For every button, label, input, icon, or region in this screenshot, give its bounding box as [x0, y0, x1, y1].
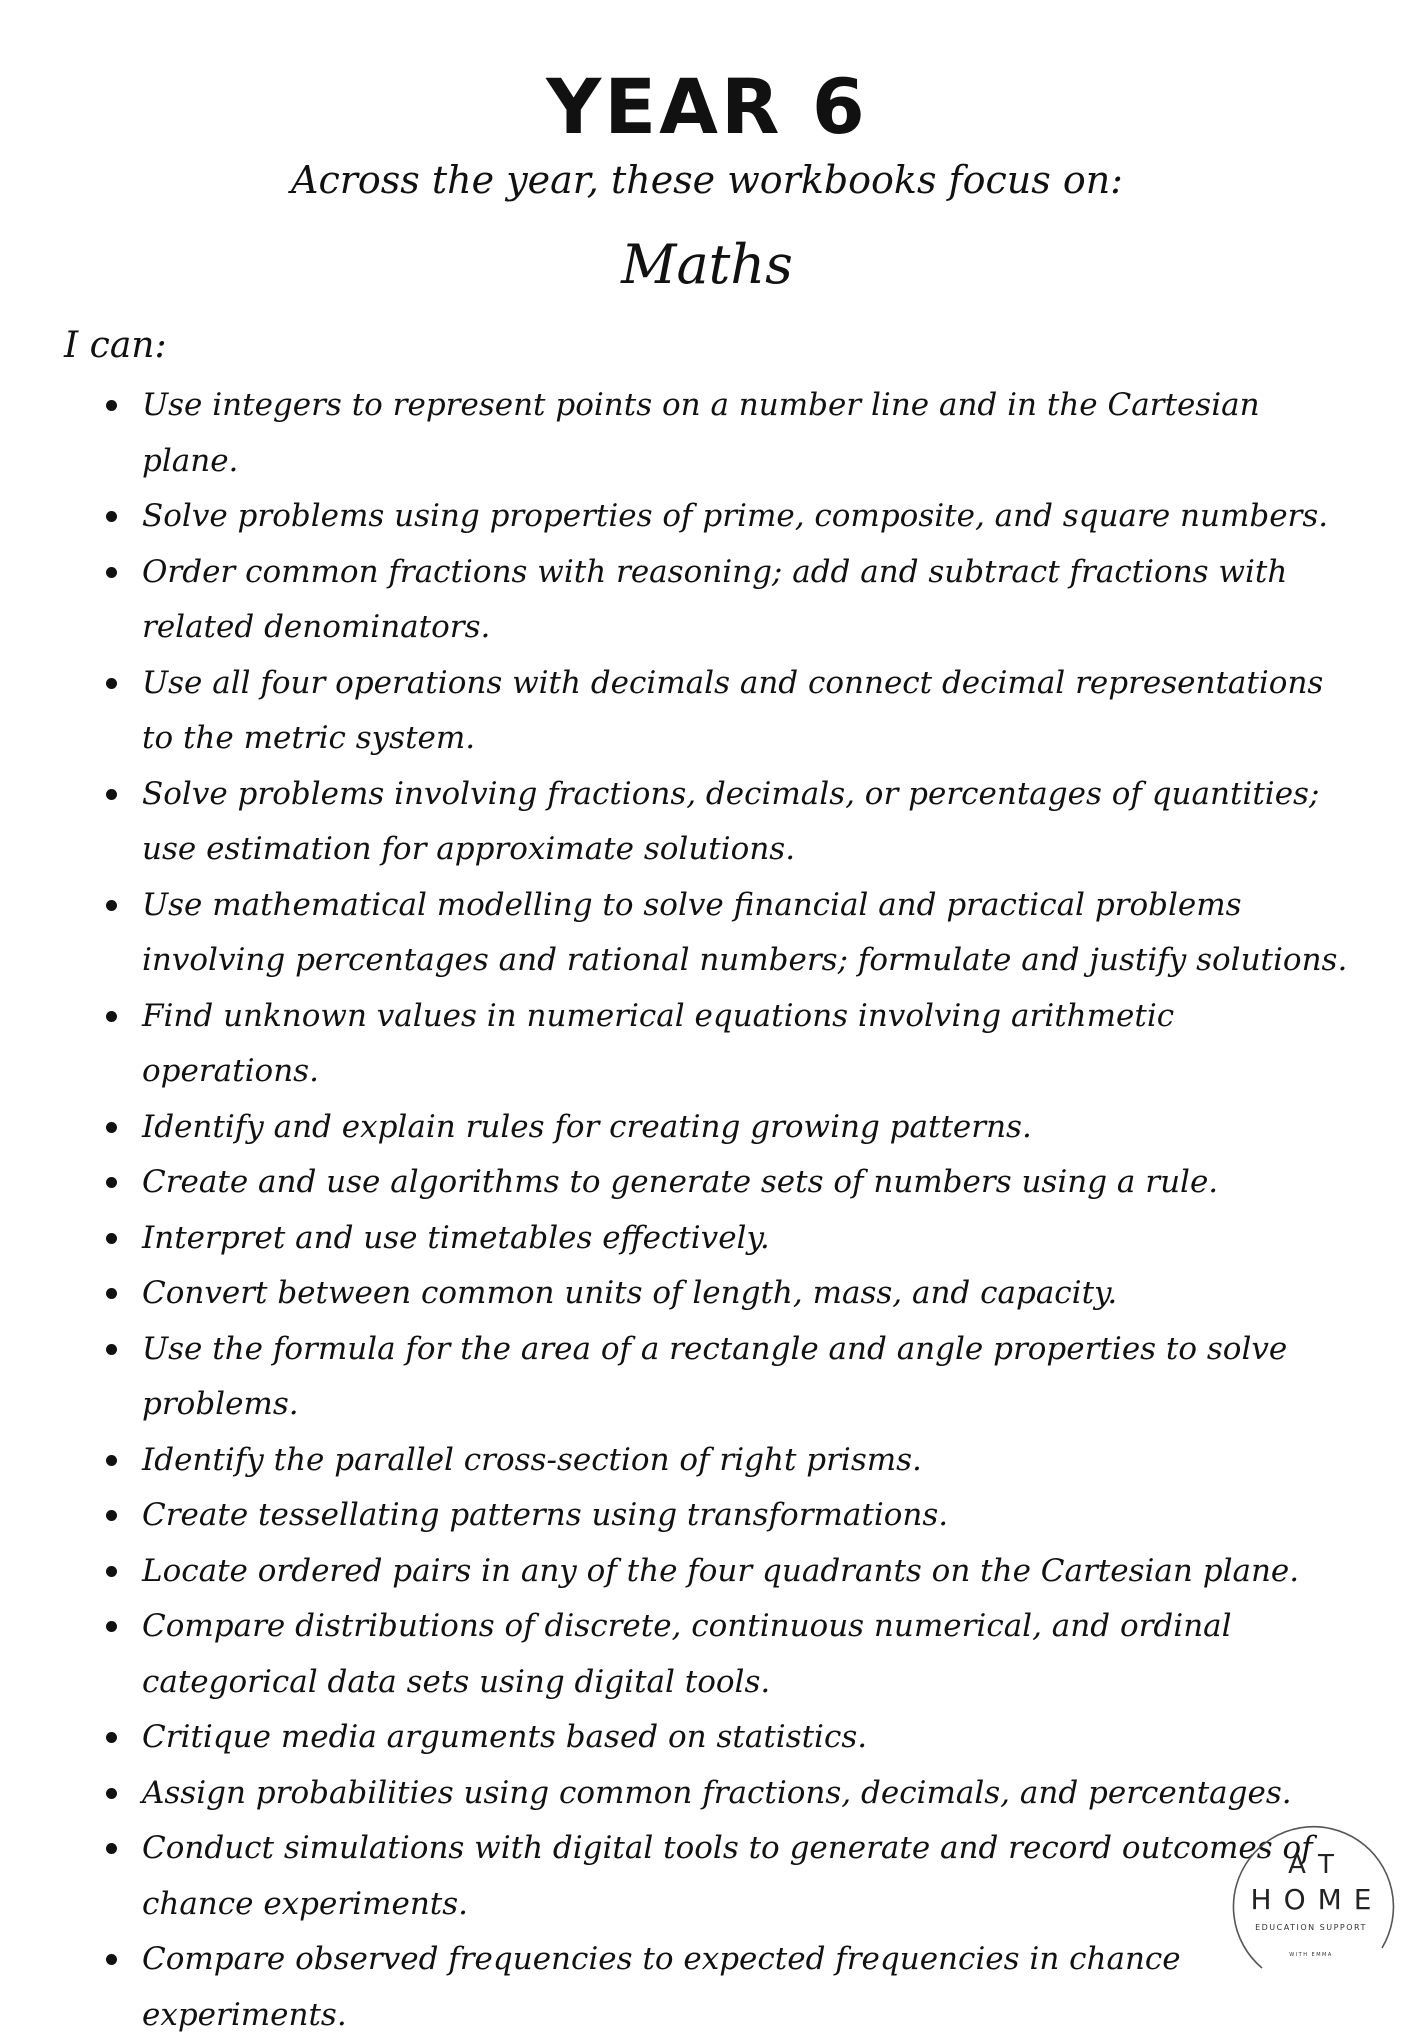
list-item: [104, 1433, 1354, 1489]
bullet-icon: [106, 1566, 117, 1577]
outcome-text: Create and use algorithms to generate sets of numbers using a rule.: [142, 1164, 1219, 1200]
logo-line-at: AT: [1288, 1850, 1348, 1880]
outcome-text: Conduct simulations with digital tools to generate and record outcomes of chance experiments.: [142, 1830, 1313, 1922]
logo-line-home: HOME: [1250, 1883, 1384, 1916]
bullet-icon: [106, 1233, 117, 1244]
outcome-text: Order common fractions with reasoning; add and subtract fractions with related denominators.: [142, 553, 1288, 645]
list-item: [104, 1710, 1354, 1766]
list-item: [104, 1155, 1354, 1211]
bullet-icon: [106, 789, 117, 800]
list-item: [104, 1488, 1354, 1544]
list-item: [104, 1544, 1354, 1600]
bullet-icon: [106, 400, 117, 411]
bullet-icon: [106, 1621, 117, 1632]
list-item: [104, 878, 1354, 989]
i-can-label: I can:: [64, 325, 167, 366]
outcome-text: Find unknown values in numerical equations involving arithmetic operations.: [142, 997, 1175, 1089]
bullet-icon: [106, 1788, 117, 1799]
list-item: [104, 1100, 1354, 1156]
learning-outcomes-list: [104, 378, 1354, 2043]
list-item: [104, 1266, 1354, 1322]
bullet-icon: [106, 1510, 117, 1521]
outcome-text: Compare observed frequencies to expected frequencies in chance experiments.: [142, 1941, 1181, 2033]
outcome-text: Solve problems using properties of prime, composite, and square numbers.: [142, 498, 1329, 534]
list-item: [104, 378, 1354, 489]
outcome-text: Use all four operations with decimals and connect decimal representations to the metric system.: [142, 664, 1324, 756]
outcome-text: Interpret and use timetables effectively.: [142, 1219, 770, 1256]
list-item: [104, 545, 1354, 656]
bullet-icon: [106, 1122, 117, 1133]
outcome-text: Compare distributions of discrete, continuous numerical, and ordinal categorical data sets using digital tools.: [142, 1608, 1232, 1700]
bullet-icon: [106, 1732, 117, 1743]
page-title: YEAR 6: [546, 62, 868, 151]
bullet-icon: [106, 511, 117, 522]
subject-heading: Maths: [621, 233, 793, 296]
outcome-text: Solve problems involving fractions, decimals, or percentages of quantities; use estimation for approximate solutions.: [142, 775, 1320, 867]
outcome-text: Create tessellating patterns using transformations.: [142, 1497, 949, 1533]
list-item: [104, 1766, 1354, 1822]
list-item: [104, 1322, 1354, 1433]
outcome-text: Locate ordered pairs in any of the four quadrants on the Cartesian plane.: [142, 1552, 1300, 1589]
bullet-icon: [106, 1455, 117, 1466]
outcome-text: Use mathematical modelling to solve financial and practical problems involving percentages and rational numbers; formulate and justify solutions.: [142, 886, 1348, 978]
list-item: [104, 1932, 1354, 2043]
list-item: [104, 989, 1354, 1100]
bullet-icon: [106, 678, 117, 689]
list-item: [104, 1211, 1354, 1267]
bullet-icon: [106, 1288, 117, 1299]
outcome-text: Assign probabilities using common fractions, decimals, and percentages.: [142, 1774, 1292, 1811]
list-item: [104, 656, 1354, 767]
logo-line-education-support: EDUCATION SUPPORT: [1255, 1923, 1367, 1932]
at-home-logo: [1222, 1808, 1400, 1986]
bullet-icon: [106, 1344, 117, 1355]
outcome-text: Convert between common units of length, mass, and capacity.: [142, 1275, 1118, 1311]
bullet-icon: [106, 1954, 117, 1965]
list-item: [104, 489, 1354, 545]
bullet-icon: [106, 1843, 117, 1854]
bullet-icon: [106, 900, 117, 911]
outcome-text: Use the formula for the area of a rectangle and angle properties to solve problems.: [142, 1330, 1288, 1422]
outcome-text: Critique media arguments based on statistics.: [142, 1719, 868, 1755]
page-subtitle: Across the year, these workbooks focus on:: [291, 158, 1123, 202]
list-item: [104, 767, 1354, 878]
list-item: [104, 1821, 1354, 1932]
outcome-text: Identify and explain rules for creating growing patterns.: [142, 1108, 1032, 1145]
list-item: [104, 1599, 1354, 1710]
bullet-icon: [106, 1011, 117, 1022]
outcome-text: Identify the parallel cross-section of right prisms.: [142, 1441, 922, 1478]
logo-line-with-emma: WITH EMMA: [1289, 1952, 1333, 1958]
bullet-icon: [106, 567, 117, 578]
bullet-icon: [106, 1177, 117, 1188]
outcome-text: Use integers to represent points on a number line and in the Cartesian plane.: [142, 387, 1260, 479]
